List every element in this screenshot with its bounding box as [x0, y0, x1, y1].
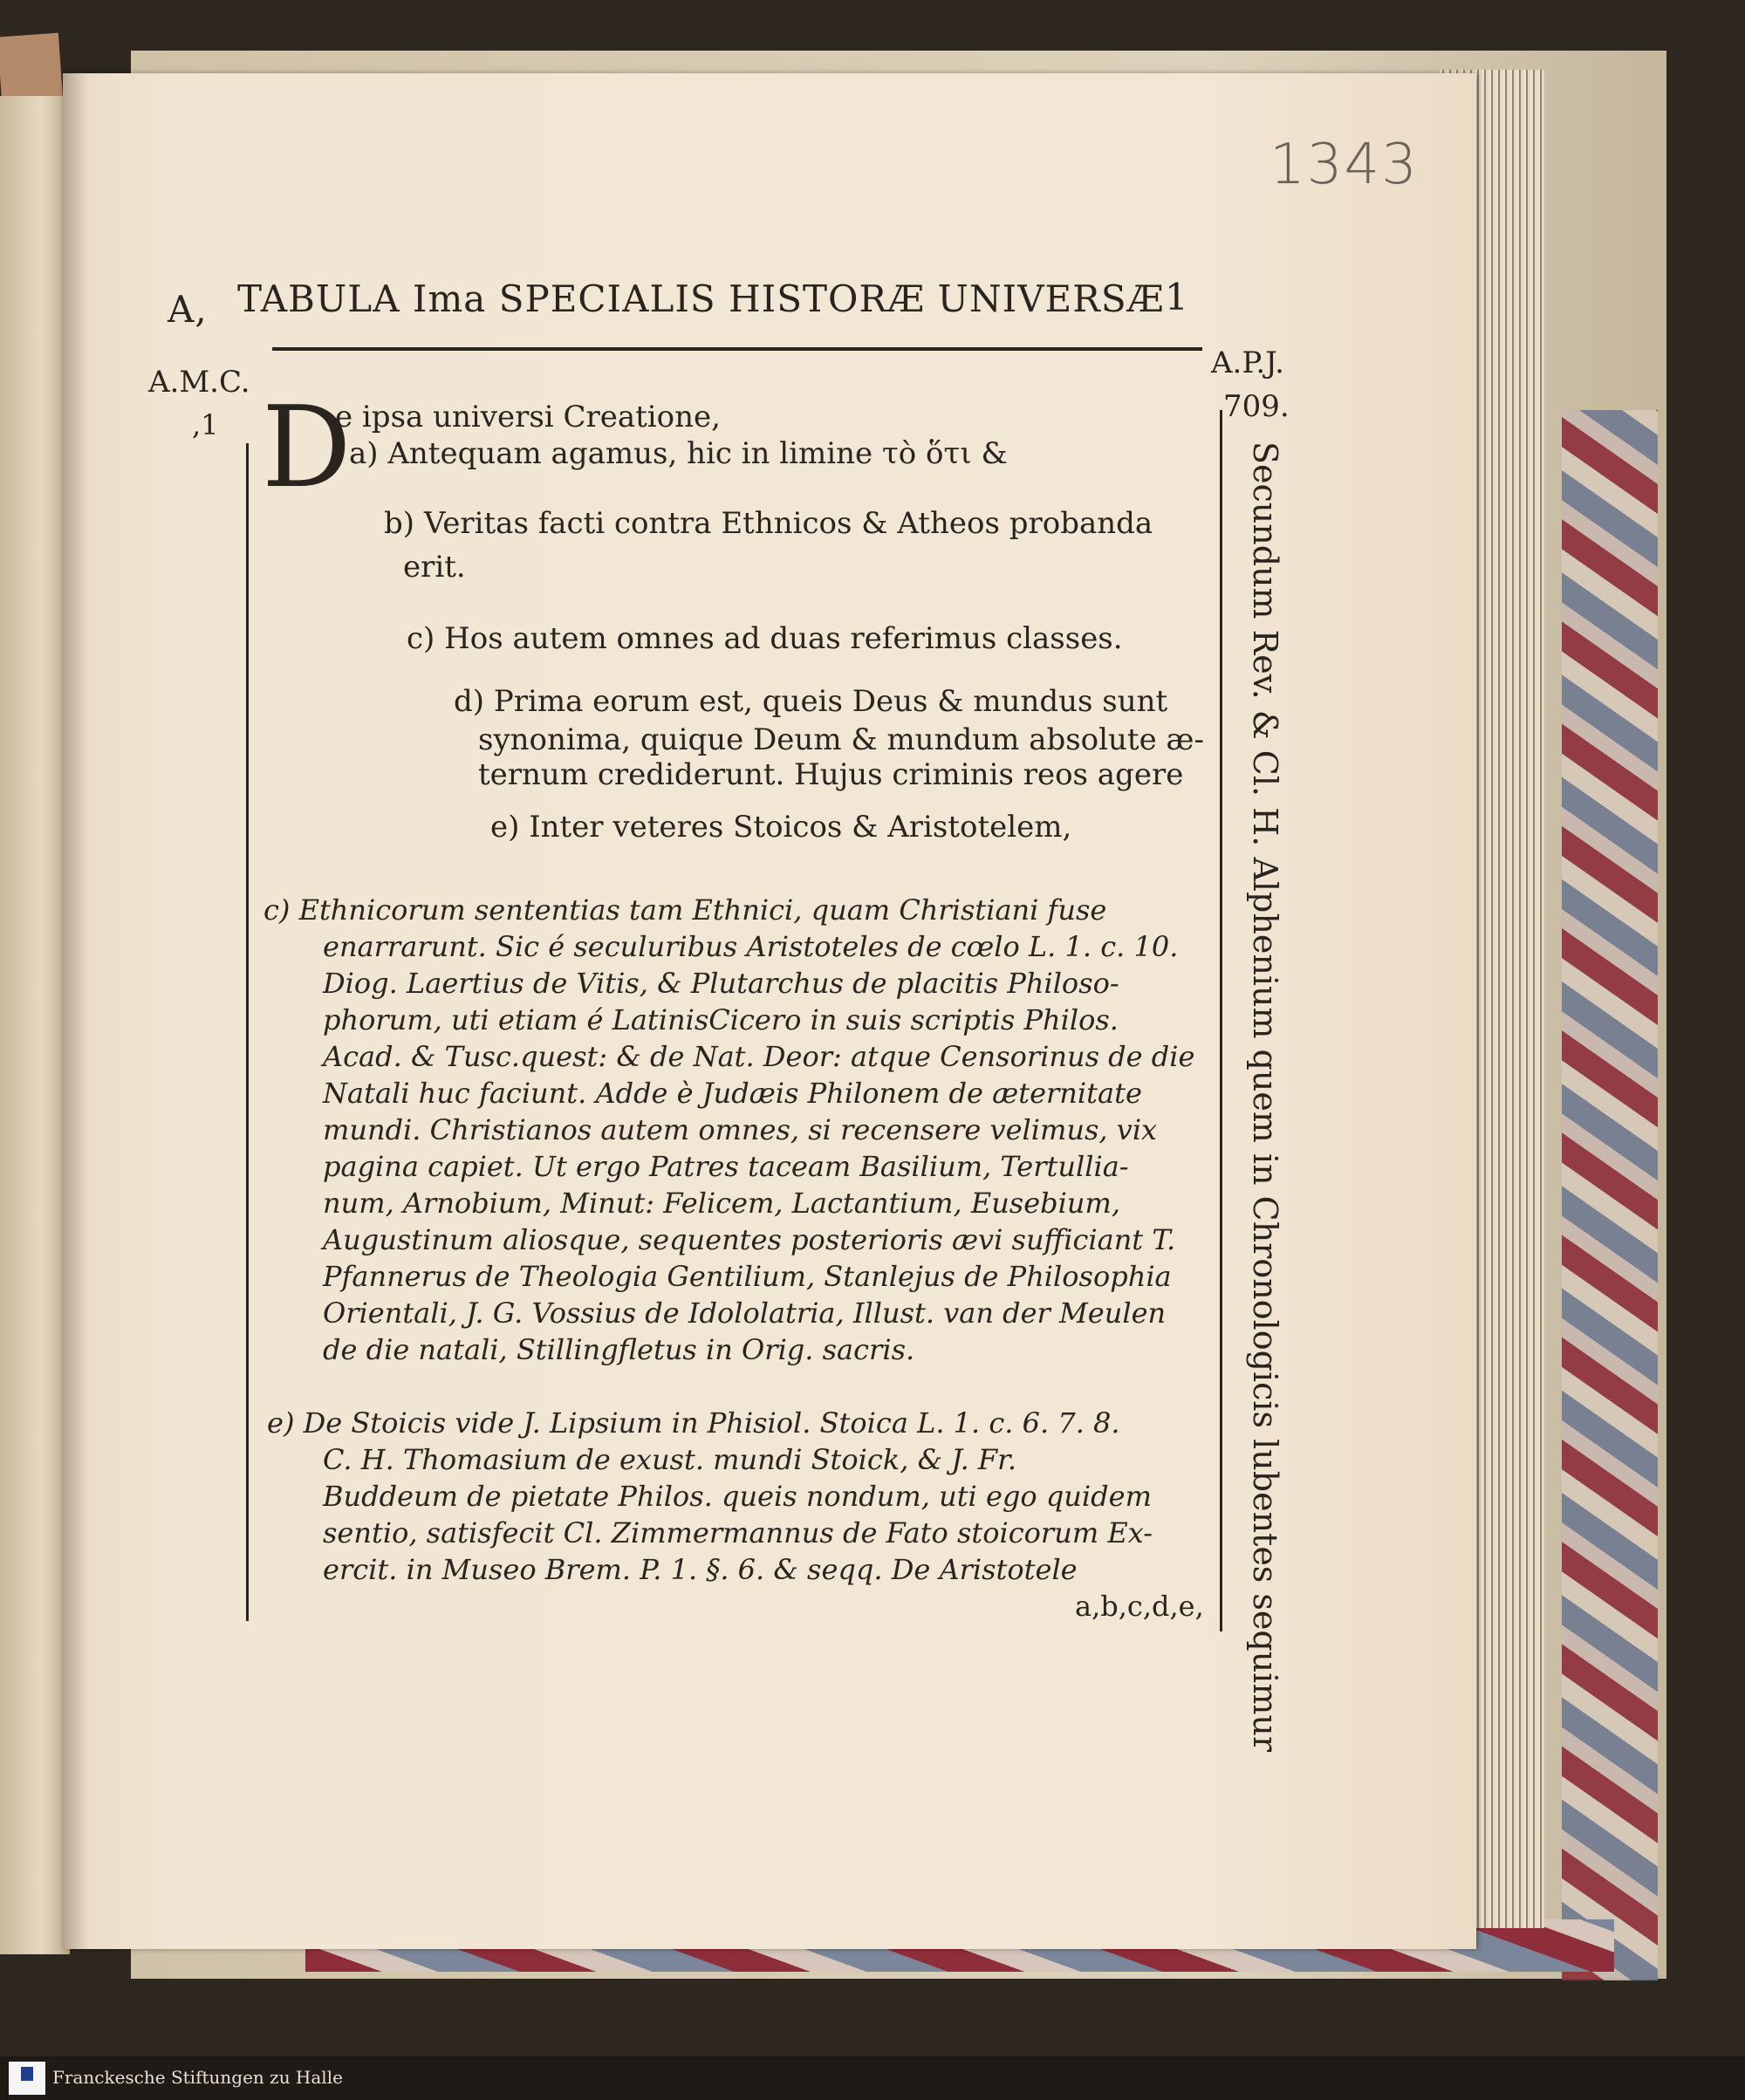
main-line-b2: erit.	[403, 550, 466, 585]
note-c-line: c) Ethnicorum sententias tam Ethnici, quam Christiani fuse	[263, 893, 1107, 927]
marbled-paper-right	[1562, 410, 1658, 1980]
box-left-rule	[246, 443, 249, 1621]
note-e-line: ercit. in Museo Brem. P. 1. §. 6. & seqq. De Aristotele	[323, 1553, 1078, 1586]
note-e-line: C. H. Thomasium de exust. mundi Stoick, & J. Fr.	[323, 1443, 1017, 1476]
main-line-e: e) Inter veteres Stoicos & Aristotelem,	[490, 810, 1072, 845]
note-c-line: Natali huc faciunt. Adde è Judæis Philonem de æternitate	[323, 1077, 1142, 1110]
margin-left-value: ,1	[192, 408, 219, 441]
main-line-d2: synonima, quique Deum & mundum absolute æ-	[478, 722, 1204, 757]
note-c-line: de die natali, Stillingfletus in Orig. sacris.	[323, 1333, 915, 1366]
header-rule	[272, 347, 1202, 351]
page-number: 1	[1165, 276, 1189, 318]
note-e-line: e) De Stoicis vide J. Lipsium in Phisiol. Stoica L. 1. c. 6. 7. 8.	[267, 1406, 1120, 1440]
main-line-a: a) Antequam agamus, hic in limine τὸ ὅτι &	[349, 436, 1008, 471]
catchword: a,b,c,d,e,	[1075, 1590, 1204, 1623]
institution-logo-icon	[9, 2062, 45, 2095]
page-title: TABULA Ima SPECIALIS HISTORÆ UNIVERSÆ	[237, 277, 1165, 320]
margin-right-label: A.P.J.	[1211, 345, 1284, 380]
gutter-shadow	[63, 73, 89, 1949]
note-c-line: pagina capiet. Ut ergo Patres taceam Basilium, Tertullia-	[323, 1150, 1129, 1183]
note-c-line: Acad. & Tusc.quest: & de Nat. Deor: atque Censorinus de die	[323, 1040, 1195, 1073]
note-c-line: Orientali, J. G. Vossius de Idololatria, Illust. van der Meulen	[323, 1296, 1167, 1330]
main-line-1: e ipsa universi Creatione,	[335, 400, 721, 434]
main-line-d1: d) Prima eorum est, queis Deus & mundus sunt	[454, 684, 1168, 719]
header-left-mark: A,	[168, 288, 208, 331]
note-c-line: phorum, uti etiam é LatinisCicero in suis scriptis Philos.	[323, 1003, 1119, 1036]
left-page-edge	[0, 96, 70, 1954]
main-line-d3: ternum crediderunt. Hujus criminis reos agere	[478, 757, 1184, 792]
note-c-line: Pfannerus de Theologia Gentilium, Stanlejus de Philosophia	[323, 1260, 1172, 1293]
note-c-line: Augustinum aliosque, sequentes posterioris ævi sufficiant T.	[323, 1223, 1176, 1256]
margin-left-label: A.M.C.	[148, 365, 250, 400]
note-c-line: Diog. Laertius de Vitis, & Plutarchus de placitis Philoso-	[323, 967, 1119, 1000]
footer-institution-name: Franckesche Stiftungen zu Halle	[52, 2067, 343, 2088]
box-right-rule	[1220, 410, 1222, 1631]
drop-capital: D	[262, 383, 352, 513]
note-c-line: enarrarunt. Sic é seculuribus Aristoteles de cœlo L. 1. c. 10.	[323, 930, 1179, 963]
handwritten-number: 1343	[1269, 133, 1419, 197]
note-c-line: mundi. Christianos autem omnes, si recensere velimus, vix	[323, 1113, 1158, 1146]
margin-right-value: 709.	[1223, 389, 1290, 424]
viewer-footer	[0, 2056, 1745, 2100]
vertical-side-text: Secundum Rev. & Cl. H. Alphenium quem in Chronologicis lubentes sequimur	[1246, 441, 1284, 1753]
note-c-line: num, Arnobium, Minut: Felicem, Lactantium, Eusebium,	[323, 1187, 1120, 1220]
main-line-b1: b) Veritas facti contra Ethnicos & Atheos probanda	[384, 506, 1153, 541]
note-e-line: sentio, satisfecit Cl. Zimmermannus de Fato stoicorum Ex-	[323, 1516, 1153, 1549]
main-line-c: c) Hos autem omnes ad duas referimus classes.	[407, 621, 1123, 656]
note-e-line: Buddeum de pietate Philos. queis nondum, uti ego quidem	[323, 1480, 1152, 1513]
